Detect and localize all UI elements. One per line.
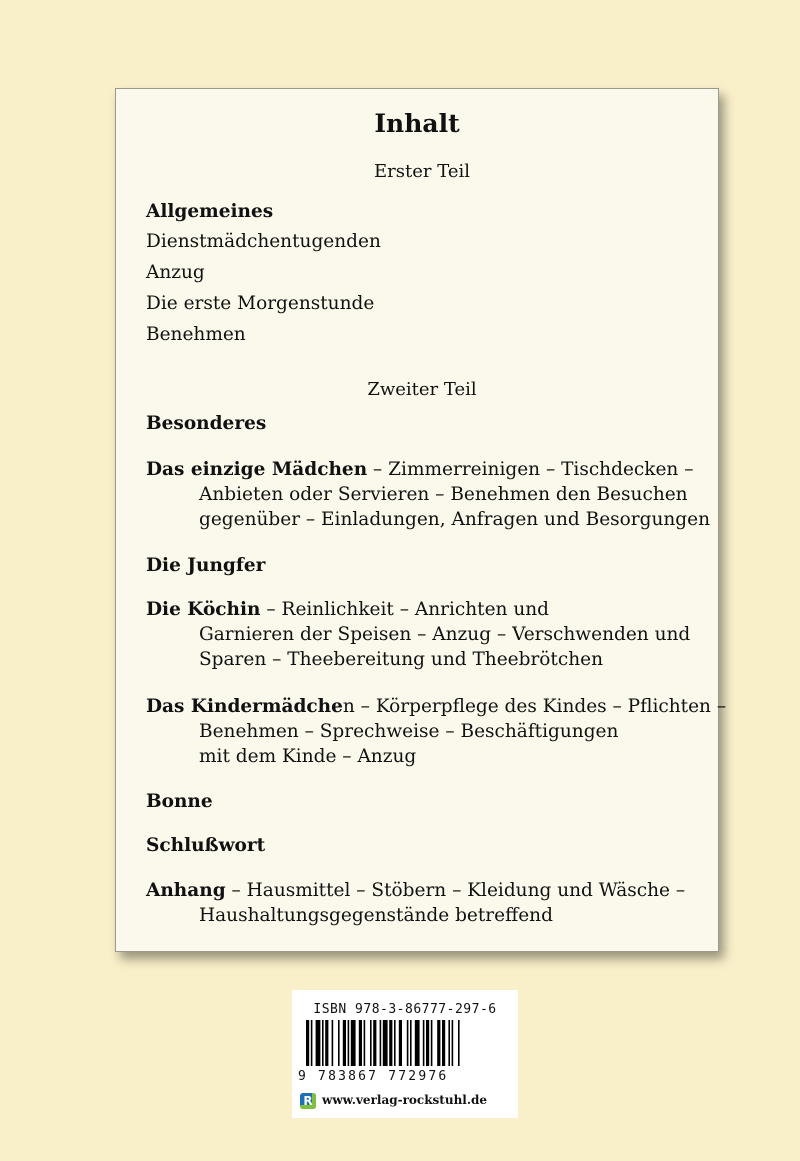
barcode-stripe — [383, 1020, 388, 1066]
barcode-stripe — [343, 1020, 346, 1066]
toc-item: Dienstmädchentugenden — [146, 231, 381, 252]
barcode-stripe — [338, 1020, 340, 1066]
barcode-digits: 9 783867 772976 — [298, 1069, 449, 1084]
barcode-stripe — [448, 1020, 450, 1066]
contents-card — [115, 88, 727, 952]
barcode-stripe — [311, 1020, 313, 1066]
entry-continuation: Benehmen – Sprechweise – Beschäftigungen — [199, 721, 619, 742]
isbn-barcode — [292, 990, 518, 1118]
entry-continuation: mit dem Kinde – Anzug — [199, 746, 417, 767]
barcode-stripe — [442, 1020, 445, 1066]
entry-text: – Reinlichkeit – Anrichten und — [260, 599, 550, 620]
barcode-stripe — [380, 1020, 382, 1066]
entry-title: Die Köchin — [146, 599, 261, 620]
barcode-stripe — [306, 1020, 309, 1066]
toc-entry — [146, 694, 726, 769]
barcode-stripe — [351, 1020, 356, 1066]
barcode-bars — [306, 1020, 504, 1070]
entry-continuation: Sparen – Theebereitung und Theebrötchen — [199, 649, 604, 670]
barcode-stripe — [364, 1020, 366, 1066]
part-label-1: Erster Teil — [374, 161, 470, 182]
barcode-stripe — [407, 1020, 409, 1066]
publisher-url: www.verlag-rockstuhl.de — [322, 1093, 488, 1107]
barcode-stripe — [325, 1020, 328, 1066]
entry-title: Die Jungfer — [146, 555, 266, 576]
toc-entry — [146, 597, 690, 672]
barcode-stripe — [431, 1020, 433, 1066]
barcode-stripe — [415, 1020, 420, 1066]
barcode-stripe — [423, 1020, 425, 1066]
barcode-stripe — [322, 1020, 324, 1066]
barcode-stripe — [373, 1020, 376, 1066]
toc-entry — [146, 833, 265, 858]
entry-continuation: Haushaltungsgegenstände betreffend — [199, 905, 553, 926]
toc-item: Anzug — [146, 262, 205, 283]
publisher-logo-icon: R — [300, 1093, 316, 1109]
entry-title: Bonne — [146, 791, 213, 812]
entry-text: n – Körperpflege des Kindes – Pflichten – — [342, 696, 727, 717]
barcode-stripe — [316, 1020, 321, 1066]
barcode-stripe — [348, 1020, 350, 1066]
entry-continuation: gegenüber – Einladungen, Anfragen und Besorgungen — [199, 509, 711, 530]
entry-title: Anhang — [146, 880, 226, 901]
entry-continuation: Anbieten oder Servieren – Benehmen den Besuchen — [199, 484, 688, 505]
toc-entry — [146, 457, 710, 532]
entry-continuation: Garnieren der Speisen – Anzug – Verschwenden und — [199, 624, 691, 645]
toc-entry — [146, 789, 213, 814]
part2-heading: Besonderes — [146, 413, 267, 434]
barcode-stripe — [389, 1020, 392, 1066]
isbn-text: ISBN 978-3-86777-297-6 — [313, 1002, 497, 1017]
barcode-stripe — [437, 1020, 440, 1066]
entry-title: Das Kindermädche — [146, 696, 343, 717]
barcode-stripe — [359, 1020, 362, 1066]
page-title: Inhalt — [374, 109, 460, 138]
barcode-stripe — [426, 1020, 429, 1066]
barcode-stripe — [410, 1020, 412, 1066]
entry-text: – Zimmerreinigen – Tischdecken – — [367, 459, 694, 480]
entry-text: – Hausmittel – Stöbern – Kleidung und Wäsche – — [225, 880, 686, 901]
barcode-stripe — [399, 1020, 402, 1066]
barcode-stripe — [458, 1020, 460, 1066]
barcode-stripe — [370, 1020, 372, 1066]
toc-item: Benehmen — [146, 324, 246, 345]
toc-entry — [146, 553, 265, 578]
part-label-2: Zweiter Teil — [367, 379, 477, 400]
part1-heading: Allgemeines — [146, 201, 274, 222]
barcode-stripe — [332, 1020, 334, 1066]
toc-item: Die erste Morgenstunde — [146, 293, 375, 314]
entry-title: Das einzige Mädchen — [146, 459, 368, 480]
barcode-stripe — [394, 1020, 396, 1066]
entry-title: Schlußwort — [146, 835, 266, 856]
barcode-stripe — [452, 1020, 454, 1066]
toc-entry — [146, 878, 685, 928]
